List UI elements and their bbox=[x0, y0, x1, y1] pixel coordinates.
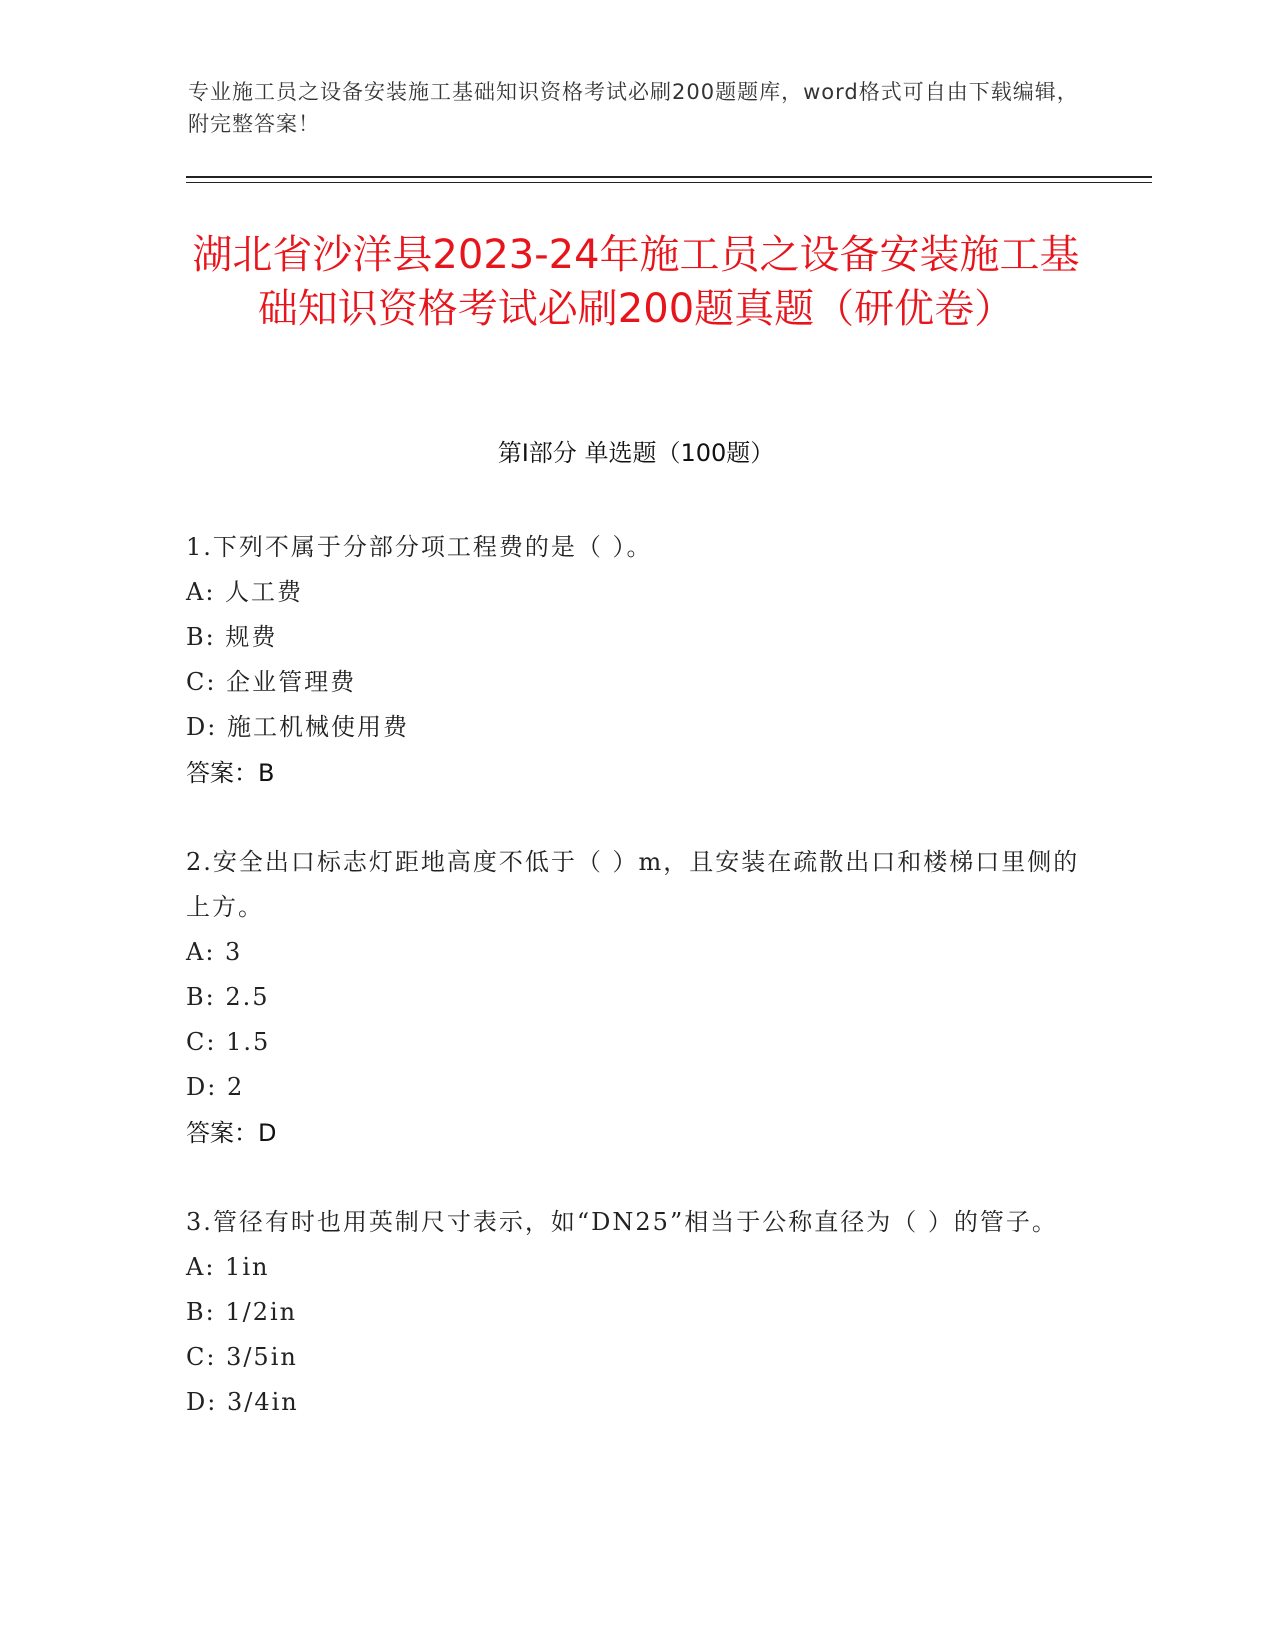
option-c: C: 3/5in bbox=[186, 1343, 298, 1371]
option-d: D: 3/4in bbox=[186, 1388, 299, 1416]
option-b: B: 规费 bbox=[186, 623, 278, 651]
option-b: B: 1/2in bbox=[186, 1298, 298, 1326]
option-a: A: 1in bbox=[186, 1253, 270, 1281]
option-c: C: 1.5 bbox=[186, 1028, 271, 1056]
option-a: A: 人工费 bbox=[186, 578, 304, 606]
question-stem: 1.下列不属于分部分项工程费的是（ ）。 bbox=[186, 533, 653, 561]
option-c: C: 企业管理费 bbox=[186, 668, 357, 696]
header-note: 专业施工员之设备安装施工基础知识资格考试必刷200题题库，word格式可自由下载编辑，附完整答案！ bbox=[188, 80, 1079, 136]
option-d: D: 2 bbox=[186, 1073, 245, 1101]
option-a: A: 3 bbox=[186, 938, 243, 966]
question-2 bbox=[186, 840, 1086, 1156]
header-rule-thin bbox=[186, 182, 1152, 183]
section-heading: 第Ⅰ部分 单选题（100题） bbox=[497, 439, 775, 467]
document-title: 湖北省沙洋县2023-24年施工员之设备安装施工基础知识资格考试必刷200题真题（研优卷） bbox=[192, 232, 1080, 332]
question-stem: 3.管径有时也用英制尺寸表示，如“DN25”相当于公称直径为（ ）的管子。 bbox=[186, 1208, 1058, 1236]
header-rule-thick bbox=[186, 176, 1152, 178]
question-3 bbox=[186, 1200, 1086, 1425]
answer-line: 答案：D bbox=[186, 1119, 277, 1147]
question-stem: 2.安全出口标志灯距地高度不低于（ ）m，且安装在疏散出口和楼梯口里侧的上方。 bbox=[186, 848, 1080, 921]
question-1 bbox=[186, 525, 1086, 796]
question-list bbox=[186, 525, 1086, 1469]
option-b: B: 2.5 bbox=[186, 983, 270, 1011]
option-d: D: 施工机械使用费 bbox=[186, 713, 409, 741]
answer-line: 答案：B bbox=[186, 759, 275, 787]
